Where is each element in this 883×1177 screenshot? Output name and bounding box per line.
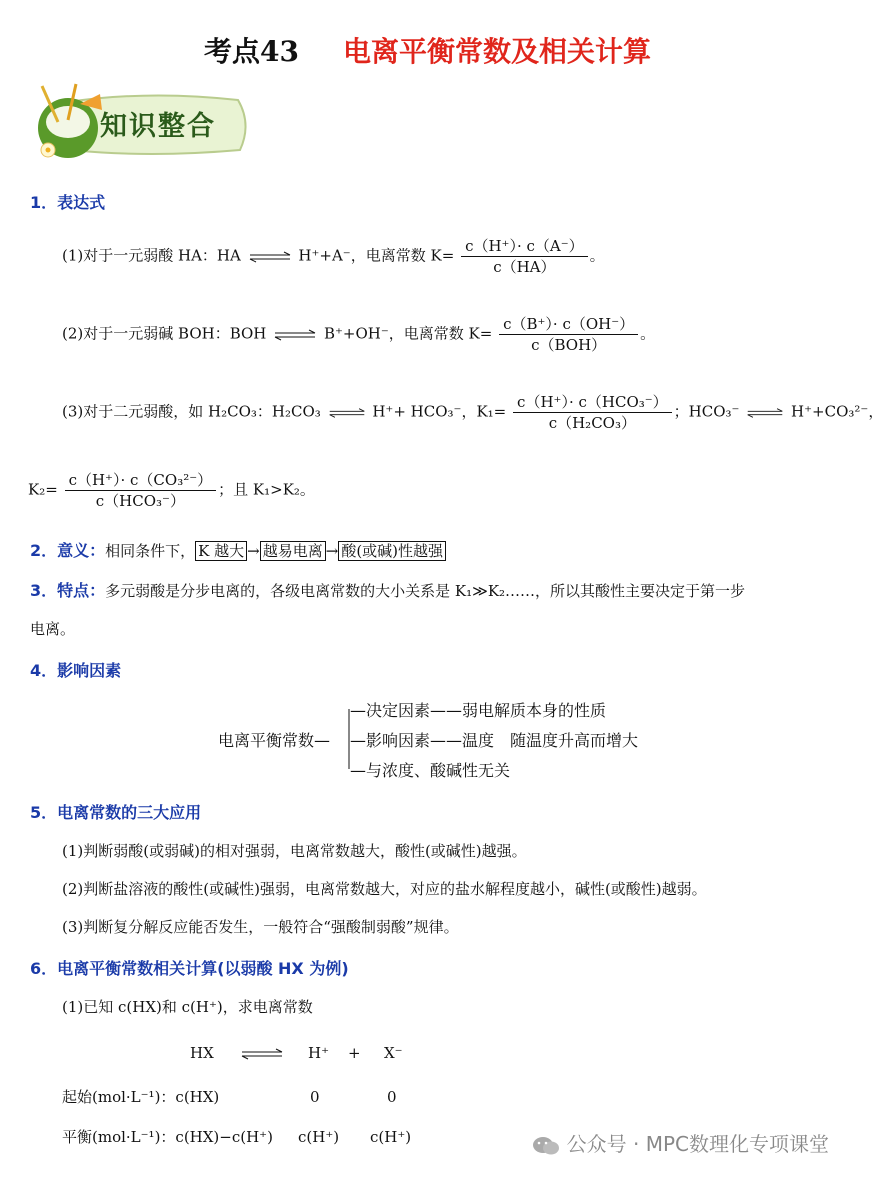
s1-l1-prefix: (1)对于一元弱酸 HA：HA xyxy=(62,246,241,265)
section-banner xyxy=(28,84,256,164)
s6-item1: (1)已知 c(HX)和 c(H⁺)，求电离常数 xyxy=(62,998,313,1016)
equilibrium-arrow-icon xyxy=(240,1048,284,1060)
s1-l3-products2: H⁺+CO₃²⁻， xyxy=(791,402,883,421)
s5-item1: (1)判断弱酸(或弱碱)的相对强弱，电离常数越大，酸性(或碱性)越强。 xyxy=(62,842,527,860)
s2-box2: 越易电离 xyxy=(260,541,326,561)
s1-l2-fraction xyxy=(499,314,638,355)
s1-l2-products: B⁺+OH⁻，电离常数 K= xyxy=(323,324,493,343)
s3-heading: 3．特点： xyxy=(30,581,106,600)
s5-item2: (2)判断盐溶液的酸性(或碱性)强弱，电离常数越大，对应的盐水解程度越小，碱性(或酸性)越弱。 xyxy=(62,880,707,898)
s3-line1 xyxy=(30,580,745,602)
s1-l2-end: 。 xyxy=(640,324,656,343)
s1-l1-end: 。 xyxy=(589,246,605,265)
s2-box1: K 越大 xyxy=(195,541,247,561)
title-number: 考点43 xyxy=(204,35,299,68)
equilibrium-arrow-icon xyxy=(328,407,366,419)
s1-l2-denominator: c（BOH） xyxy=(531,336,607,354)
s1-l1-products: H⁺+A⁻，电离常数 K= xyxy=(298,246,455,265)
s1-l3-numerator: c（H⁺）· c（HCO₃⁻） xyxy=(513,392,672,413)
s2-heading: 2．意义： xyxy=(30,541,106,560)
s1-line4 xyxy=(28,470,315,511)
s4-branch3: —与浓度、酸碱性无关 xyxy=(350,761,511,780)
s6-eq-plus: + xyxy=(348,1044,361,1062)
s6-eq-x2: c(H⁺) xyxy=(370,1128,412,1146)
banner-label: 知识整合 xyxy=(100,111,216,142)
s1-l1-numerator: c（H⁺）· c（A⁻） xyxy=(461,236,588,257)
s1-l3-prefix: (3)对于二元弱酸，如 H₂CO₃：H₂CO₃ xyxy=(62,402,321,421)
s6-start-h: 0 xyxy=(310,1088,320,1106)
wechat-icon xyxy=(531,1135,561,1157)
s6-start-label: 起始(mol·L⁻¹)：c(HX) xyxy=(62,1088,220,1106)
s4-branch2: —影响因素——温度 随温度升高而增大 xyxy=(350,731,639,750)
s5-heading: 5．电离常数的三大应用 xyxy=(30,803,202,822)
s5-item3: (3)判断复分解反应能否发生，一般符合“强酸制弱酸”规律。 xyxy=(62,918,459,936)
watermark-text: 公众号 · MPC数理化专项课堂 xyxy=(566,1132,829,1156)
s6-eq-h: H⁺ xyxy=(308,1044,329,1062)
equilibrium-arrow-icon xyxy=(248,251,292,263)
s1-line3 xyxy=(62,392,883,433)
s6-heading: 6．电离平衡常数相关计算(以弱酸 HX 为例) xyxy=(30,959,349,978)
s1-l1-fraction xyxy=(461,236,588,277)
s2-box3: 酸(或碱)性越强 xyxy=(338,541,446,561)
s1-line1 xyxy=(62,236,605,277)
s1-l4-prefix: K₂= xyxy=(28,480,58,499)
s1-l4-numerator: c（H⁺）· c（CO₃²⁻） xyxy=(65,470,217,491)
s4-root: 电离平衡常数— xyxy=(218,731,331,750)
s1-heading: 1．表达式 xyxy=(30,193,106,212)
equilibrium-arrow-icon xyxy=(273,329,317,341)
s2-arrow2: → xyxy=(325,542,339,560)
s1-l4-fraction xyxy=(65,470,217,511)
s4-branch1: —决定因素——弱电解质本身的性质 xyxy=(350,701,607,720)
page-title xyxy=(0,30,855,70)
watermark xyxy=(531,1128,829,1157)
s6-eq-hx: HX xyxy=(190,1044,214,1062)
s1-l3-mid: ；HCO₃⁻ xyxy=(673,402,740,421)
s2-arrow1: → xyxy=(247,542,260,560)
s6-eq-x: X⁻ xyxy=(384,1044,403,1062)
s6-eq-label: 平衡(mol·L⁻¹)：c(HX)−c(H⁺) xyxy=(62,1128,273,1146)
s2-line xyxy=(30,540,446,562)
s1-l2-prefix: (2)对于一元弱碱 BOH：BOH xyxy=(62,324,267,343)
s6-start-x: 0 xyxy=(387,1088,397,1106)
equilibrium-arrow-icon xyxy=(746,407,784,419)
s1-l1-denominator: c（HA） xyxy=(493,258,556,276)
s3-text1: 多元弱酸是分步电离的，各级电离常数的大小关系是 K₁≫K₂……，所以其酸性主要决定于第一步 xyxy=(105,582,746,600)
s1-l3-fraction xyxy=(513,392,672,433)
s1-l4-end: ；且 K₁>K₂。 xyxy=(218,480,315,499)
s1-line2 xyxy=(62,314,655,355)
s3-line2: 电离。 xyxy=(30,620,76,638)
s1-l2-numerator: c（B⁺）· c（OH⁻） xyxy=(499,314,638,335)
title-main: 电离平衡常数及相关计算 xyxy=(342,35,651,68)
s1-l4-denominator: c（HCO₃⁻） xyxy=(95,492,185,510)
s2-text: 相同条件下， xyxy=(105,542,196,560)
s4-heading: 4．影响因素 xyxy=(30,661,122,680)
s1-l3-denominator: c（H₂CO₃） xyxy=(548,414,636,432)
s1-l3-products: H⁺+ HCO₃⁻，K₁= xyxy=(372,402,507,421)
s6-eq-h2: c(H⁺) xyxy=(298,1128,340,1146)
